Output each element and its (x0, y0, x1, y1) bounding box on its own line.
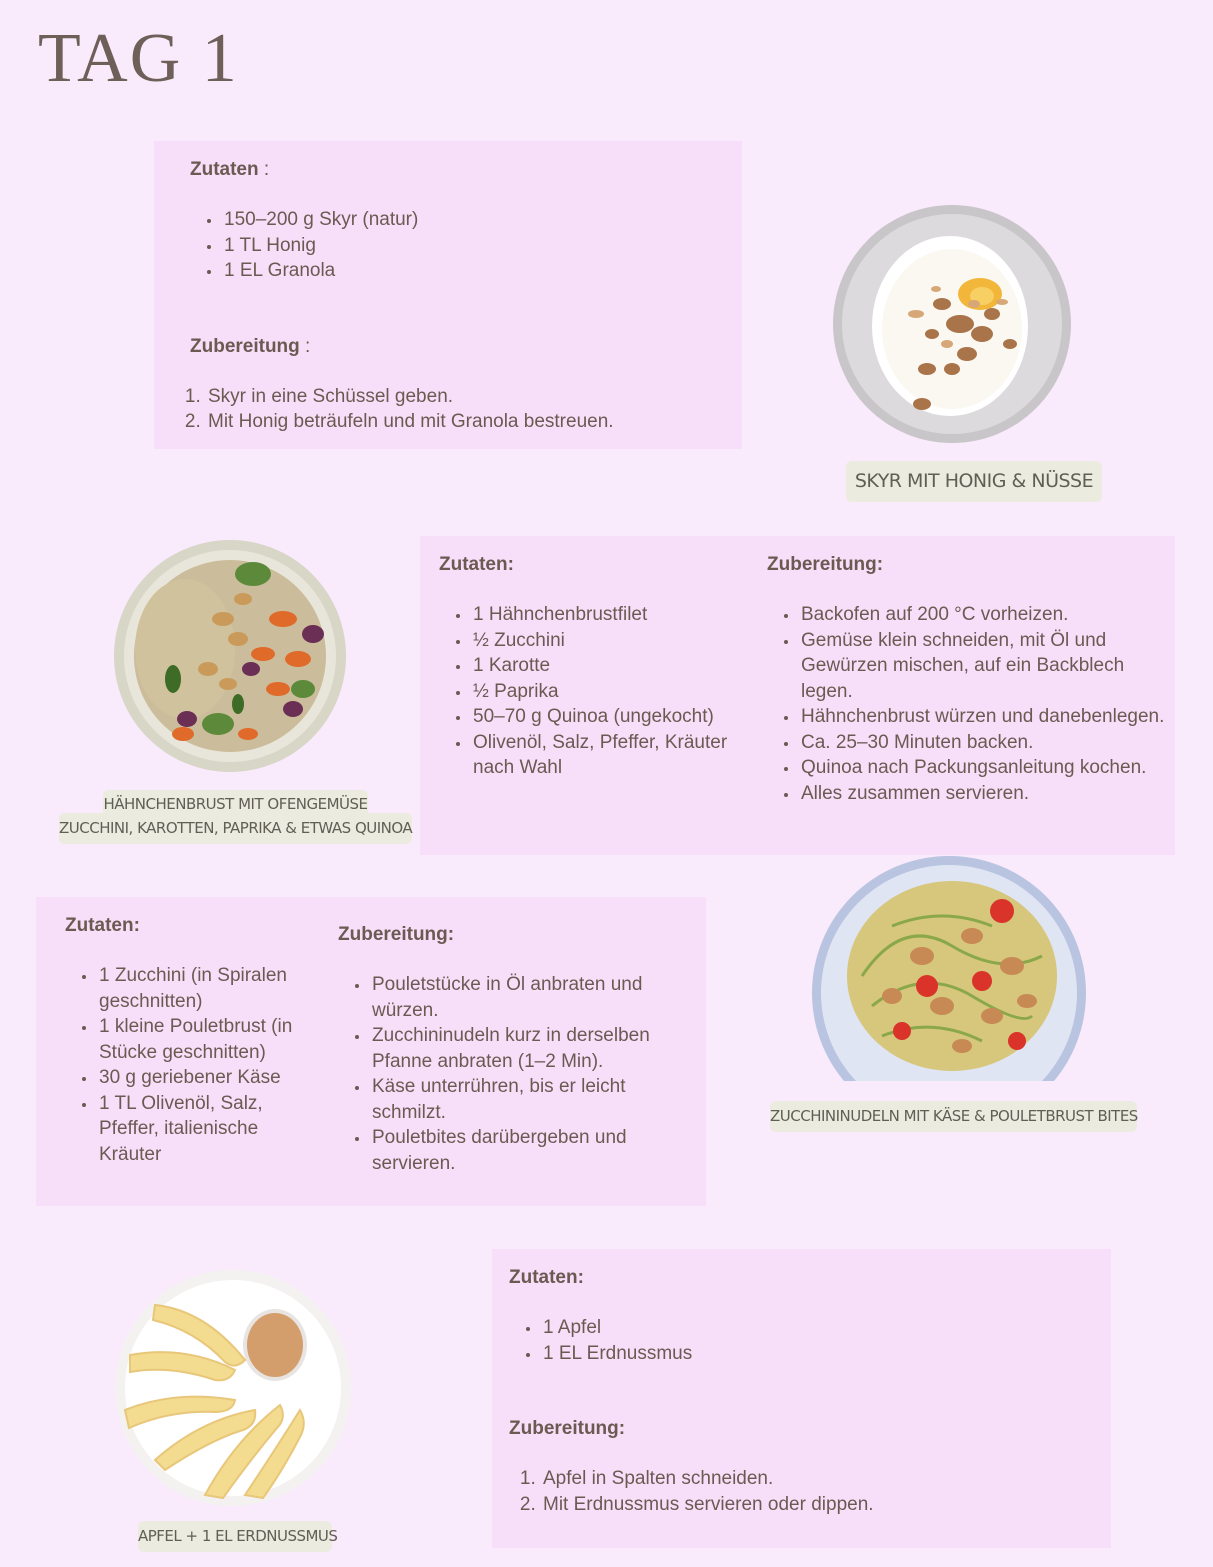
recipe-card-chicken (420, 536, 1175, 855)
list-item: • ½ Zucchini (471, 628, 749, 654)
list-item: • 1 EL Granola (222, 258, 742, 284)
list-item: • 1 Hähnchenbrustfilet (471, 602, 749, 628)
list-item: • 1 kleine Pouletbrust (in Stücke geschnitten) (97, 1014, 315, 1065)
recipe-label-chicken-line2: ZUCCHINI, KAROTTEN, PAPRIKA & ETWAS QUINOA (59, 813, 412, 844)
chicken-vegetable-bowl-photo (113, 539, 347, 773)
list-item: • ½ Paprika (471, 679, 749, 705)
list-item: • 1 Zucchini (in Spiralen geschnitten) (97, 963, 315, 1014)
list-item: • 150–200 g Skyr (natur) (222, 207, 742, 233)
list-item: • Ca. 25–30 Minuten backen. (799, 730, 1167, 756)
preparation-heading: Zubereitung: (509, 1418, 626, 1439)
ingredients-heading: Zutaten: (65, 915, 140, 936)
list-item: • Quinoa nach Packungsanleitung kochen. (799, 755, 1167, 781)
list-item: • 1 Apfel (541, 1315, 1111, 1341)
list-item: • 1 EL Erdnussmus (541, 1341, 1111, 1367)
list-item: • Olivenöl, Salz, Pfeffer, Kräuter nach Wahl (471, 730, 749, 781)
recipe-card-apple (492, 1249, 1111, 1548)
list-item: • 1 Karotte (471, 653, 749, 679)
list-item: • 1 TL Honig (222, 233, 742, 259)
ingredients-list (190, 207, 742, 284)
ingredients-list (65, 963, 315, 1167)
list-item: • 1 TL Olivenöl, Salz, Pfeffer, italienische Kräuter (97, 1091, 315, 1168)
list-item: • 50–70 g Quinoa (ungekocht) (471, 704, 749, 730)
preparation-list (509, 1466, 1111, 1517)
list-item: • Käse unterrühren, bis er leicht schmilzt. (370, 1074, 678, 1125)
list-item: • Alles zusammen servieren. (799, 781, 1167, 807)
preparation-heading: Zubereitung: (338, 924, 455, 945)
recipe-label-zucchini: ZUCCHININUDELN MIT KÄSE & POULETBRUST BITES (770, 1101, 1137, 1132)
page-title: TAG 1 (38, 20, 239, 97)
ingredients-heading: Zutaten : (190, 159, 270, 180)
ingredients-list (509, 1315, 1111, 1366)
list-item: 2. Mit Erdnussmus servieren oder dippen. (541, 1492, 1111, 1518)
recipe-card-zucchini (36, 897, 706, 1206)
preparation-heading: Zubereitung : (190, 335, 311, 357)
list-item: • 30 g geriebener Käse (97, 1065, 315, 1091)
zucchini-noodles-photo (812, 856, 1087, 1081)
list-item: 1. Apfel in Spalten schneiden. (541, 1466, 1111, 1492)
list-item: 1. Skyr in eine Schüssel geben. (206, 384, 742, 410)
preparation-list (338, 972, 678, 1176)
list-item: • Backofen auf 200 °C vorheizen. (799, 602, 1167, 628)
ingredients-heading: Zutaten: (439, 554, 514, 575)
recipe-label-skyr: SKYR MIT HONIG & NÜSSE (846, 461, 1102, 502)
skyr-bowl-photo (832, 204, 1072, 444)
ingredients-heading: Zutaten: (509, 1267, 584, 1288)
list-item: • Gemüse klein schneiden, mit Öl und Gewürzen mischen, auf ein Backblech legen. (799, 628, 1167, 705)
list-item: • Hähnchenbrust würzen und danebenlegen. (799, 704, 1167, 730)
apple-peanut-butter-photo (115, 1270, 351, 1506)
preparation-heading: Zubereitung: (767, 554, 884, 575)
list-item: 2. Mit Honig beträufeln und mit Granola bestreuen. (206, 409, 742, 435)
ingredients-list (439, 602, 749, 781)
recipe-label-apple: APFEL + 1 EL ERDNUSSMUS (138, 1521, 332, 1552)
list-item: • Pouletbites darübergeben und servieren. (370, 1125, 678, 1176)
recipe-label-chicken-line1: HÄHNCHENBRUST MIT OFENGEMÜSE (103, 790, 368, 818)
preparation-list (190, 384, 742, 435)
list-item: • Zucchininudeln kurz in derselben Pfanne anbraten (1–2 Min). (370, 1023, 678, 1074)
recipe-card-skyr (154, 141, 742, 449)
list-item: • Pouletstücke in Öl anbraten und würzen. (370, 972, 678, 1023)
preparation-list (767, 602, 1167, 806)
